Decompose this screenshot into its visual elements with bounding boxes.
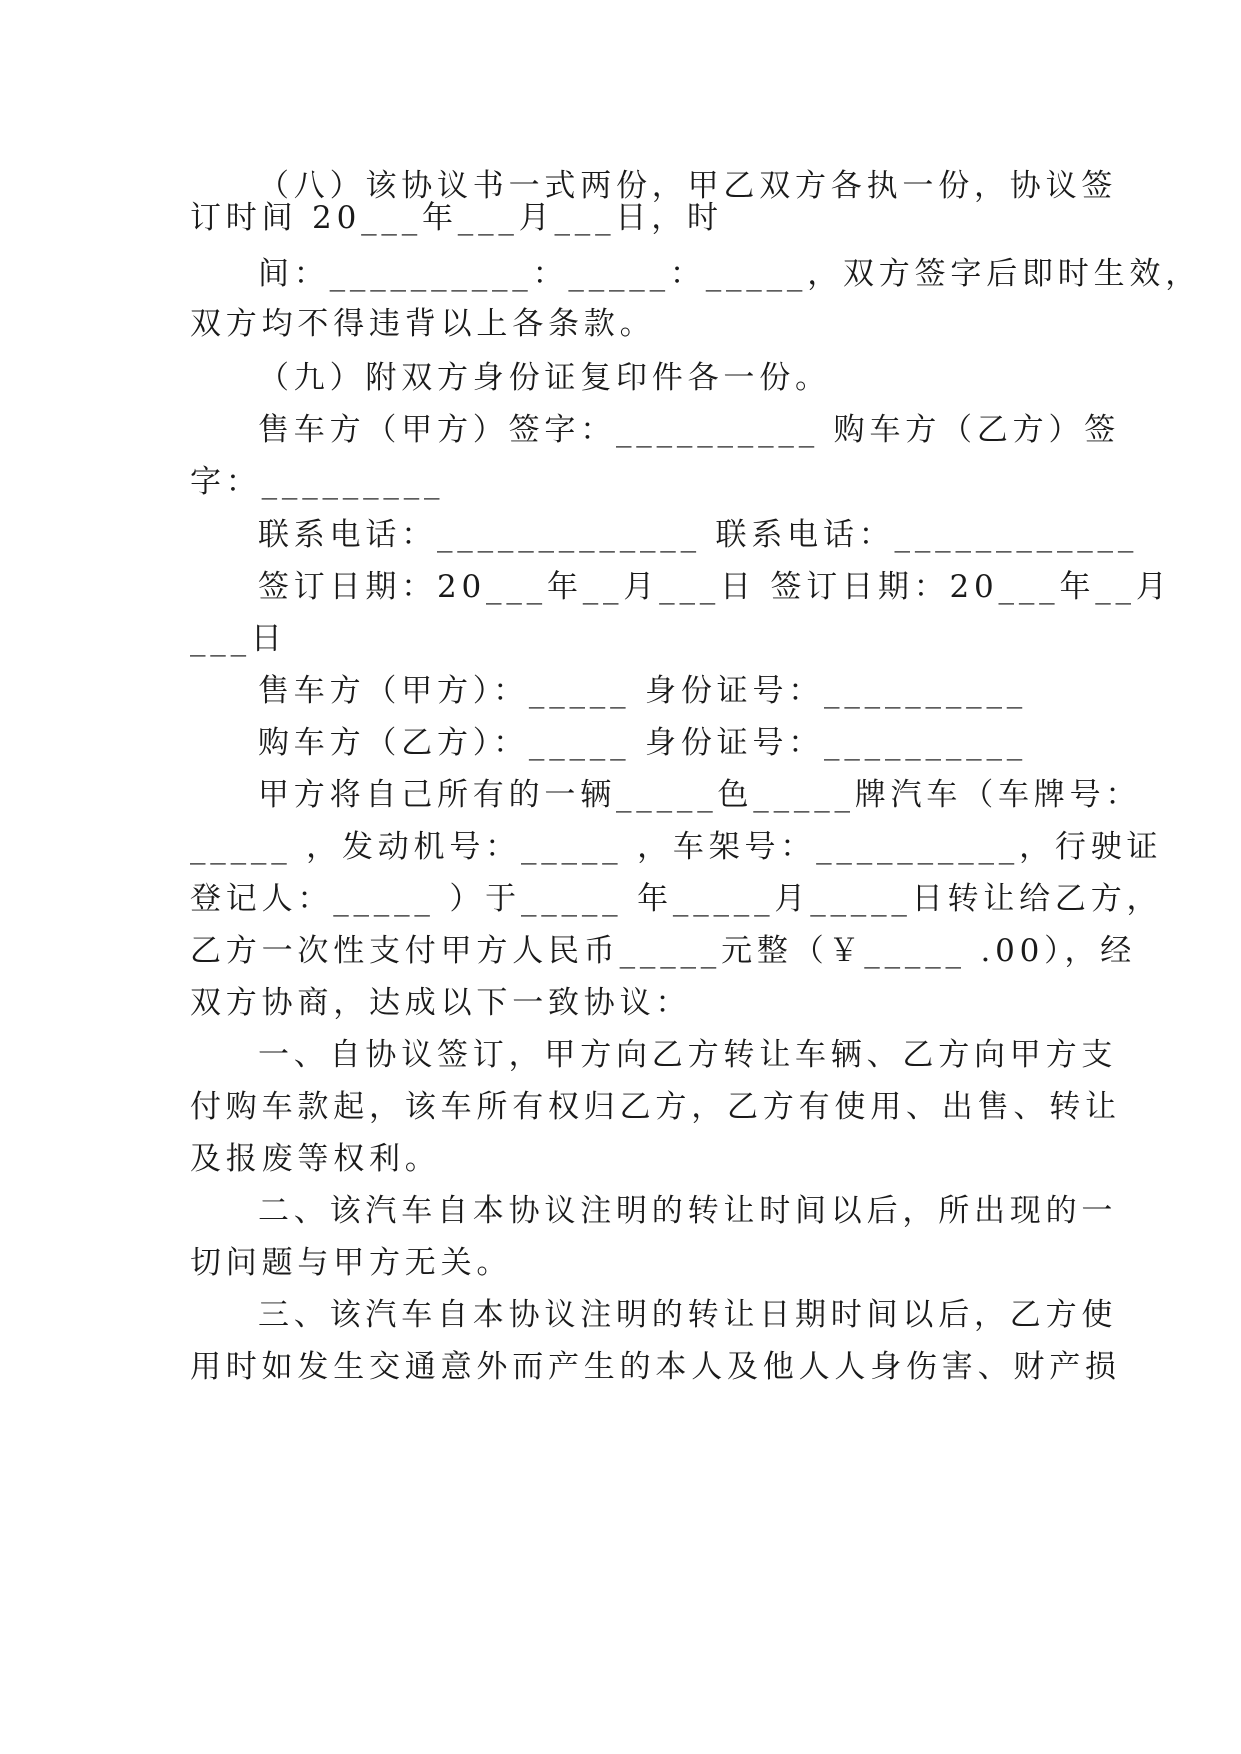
sign-date-line-2: ___日 [190, 621, 287, 657]
article-2-line-1: 二、该汽车自本协议注明的转让时间以后，所出现的一 [258, 1193, 1118, 1229]
seller-id-line: 售车方（甲方）：_____ 身份证号：__________ [258, 673, 1028, 709]
article-1-line-3: 及报废等权利。 [190, 1141, 441, 1177]
intro-line-3: 登记人：_____ ）于_____ 年_____月_____日转让给乙方， [190, 881, 1163, 917]
clause-8-line-4: 双方均不得违背以上各条款。 [190, 306, 656, 342]
buyer-id-line: 购车方（乙方）：_____ 身份证号：__________ [258, 725, 1028, 761]
clause-8-line-2: 订时间 20___年___月___日，时 [190, 200, 723, 236]
intro-line-5: 双方协商，达成以下一致协议： [190, 985, 692, 1021]
article-3-line-1: 三、该汽车自本协议注明的转让日期时间以后，乙方使 [258, 1297, 1118, 1333]
intro-line-1: 甲方将自己所有的一辆_____色_____牌汽车（车牌号： [258, 777, 1142, 813]
article-1-line-1: 一、自协议签订，甲方向乙方转让车辆、乙方向甲方支 [258, 1037, 1118, 1073]
article-3-line-2: 用时如发生交通意外而产生的本人及他人人身伤害、财产损 [190, 1349, 1121, 1385]
signature-line-2: 字：_________ [190, 464, 445, 500]
clause-8-line-3: 间：__________：_____：_____，双方签字后即时生效， [258, 256, 1201, 292]
article-1-line-2: 付购车款起，该车所有权归乙方，乙方有使用、出售、转让 [190, 1089, 1121, 1125]
phone-line: 联系电话：_____________ 联系电话：____________ [258, 517, 1139, 553]
intro-line-2: _____ ，发动机号：_____ ，车架号：__________，行驶证 [190, 829, 1163, 865]
intro-line-4: 乙方一次性支付甲方人民币_____元整（￥_____ .00），经 [190, 933, 1137, 969]
clause-8-line-1: （八）该协议书一式两份，甲乙双方各执一份，协议签 [258, 168, 1118, 204]
clause-9-line: （九）附双方身份证复印件各一份。 [258, 360, 831, 396]
signature-line-1: 售车方（甲方）签字：__________ 购车方（乙方）签 [258, 412, 1121, 448]
article-2-line-2: 切问题与甲方无关。 [190, 1245, 513, 1281]
sign-date-line-1: 签订日期：20___年__月___日 签订日期：20___年__月 [258, 569, 1172, 605]
